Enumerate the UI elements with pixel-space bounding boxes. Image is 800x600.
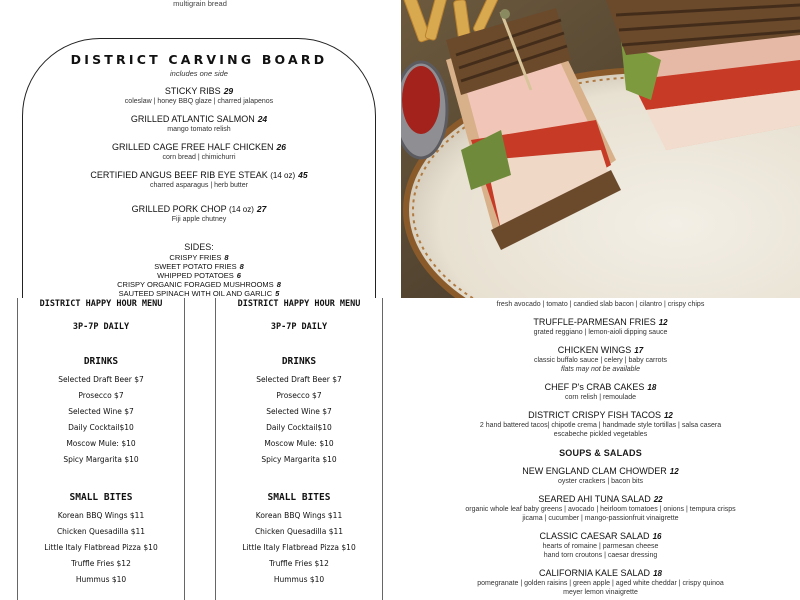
drink-item: Prosecco $7 xyxy=(276,391,322,400)
item-price: 27 xyxy=(256,204,267,214)
item-note: flats may not be available xyxy=(561,366,640,373)
carving-board-subtitle: includes one side xyxy=(170,69,228,78)
small-bites-heading: SMALL BITES xyxy=(69,492,133,503)
carving-board-arch xyxy=(22,38,376,298)
bite-item: Chicken Quesadilla $11 xyxy=(254,527,344,536)
item-name: GRILLED PORK CHOP xyxy=(131,204,227,214)
item-name: CLASSIC CAESAR SALAD xyxy=(539,531,650,541)
item-price: 29 xyxy=(223,86,234,96)
drink-item: Moscow Mule: $10 xyxy=(264,439,334,448)
item-description: escabeche pickled vegetables xyxy=(553,431,648,438)
menu-item xyxy=(401,410,800,439)
item-description: organic whole leaf baby greens | avocado | heirloom tomatoes | onions | tempura crisps xyxy=(465,506,736,513)
side-name: CRISPY FRIES xyxy=(169,253,222,262)
side-item xyxy=(23,262,375,271)
side-item xyxy=(23,289,375,298)
item-description: fresh avocado | tomato | candied slab bacon | cilantro | crispy chips xyxy=(496,301,705,308)
item-name: DISTRICT CRISPY FISH TACOS xyxy=(528,410,661,420)
item-name: TRUFFLE-PARMESAN FRIES xyxy=(533,317,656,327)
side-price: 8 xyxy=(276,280,281,289)
bite-item: Hummus $10 xyxy=(75,575,127,584)
bite-item: Chicken Quesadilla $11 xyxy=(56,527,146,536)
happy-hour-card xyxy=(215,298,383,600)
menu-item xyxy=(23,170,375,190)
club-sandwich-image xyxy=(401,0,800,298)
item-price: 24 xyxy=(257,114,268,124)
side-item xyxy=(23,253,375,262)
side-item xyxy=(23,271,375,280)
item-price: 18 xyxy=(653,569,662,578)
side-name: SAUTEED SPINACH WITH OIL AND GARLIC xyxy=(118,289,273,298)
drink-item: Daily Cocktail$10 xyxy=(266,423,332,432)
item-portion: (14 oz) xyxy=(229,205,254,214)
happy-hour-title: DISTRICT HAPPY HOUR MENU xyxy=(237,299,361,309)
happy-hour-time: 3P-7P DAILY xyxy=(72,322,130,332)
menu-item xyxy=(23,204,375,224)
side-name: WHIPPED POTATOES xyxy=(157,271,234,280)
item-price: 22 xyxy=(653,495,663,504)
side-price: 8 xyxy=(224,253,229,262)
item-price: 16 xyxy=(652,532,662,541)
bite-item: Truffle Fries $12 xyxy=(71,559,131,568)
item-description: hearts of romaine | parmesan cheese xyxy=(542,543,659,550)
item-description: hand torn croutons | caesar dressing xyxy=(543,552,658,559)
menu-item xyxy=(401,466,800,486)
happy-hour-card xyxy=(17,298,185,600)
item-price: 26 xyxy=(276,142,286,152)
item-price: 17 xyxy=(634,346,644,355)
item-name: SEARED AHI TUNA SALAD xyxy=(538,494,651,504)
cut-off-text: multigrain bread xyxy=(173,0,227,8)
drink-item: Spicy Margarita $10 xyxy=(63,455,139,464)
small-bites-heading: SMALL BITES xyxy=(267,492,331,503)
item-price: 18 xyxy=(647,383,657,392)
menu-item xyxy=(401,382,800,402)
drink-item: Selected Wine $7 xyxy=(266,407,332,416)
item-price: 12 xyxy=(663,411,673,420)
drink-item: Selected Draft Beer $7 xyxy=(256,375,342,384)
item-portion: (14 oz) xyxy=(270,171,296,180)
carving-board-menu xyxy=(0,0,400,298)
side-price: 6 xyxy=(236,271,241,280)
bite-item: Truffle Fries $12 xyxy=(269,559,329,568)
side-name: CRISPY ORGANIC FORAGED MUSHROOMS xyxy=(117,280,274,289)
item-name: GRILLED CAGE FREE HALF CHICKEN xyxy=(111,142,274,152)
menu-item xyxy=(401,494,800,523)
bite-item: Korean BBQ Wings $11 xyxy=(57,511,145,520)
item-name: CHEF P's CRAB CAKES xyxy=(544,382,645,392)
item-name: CHICKEN WINGS xyxy=(557,345,632,355)
item-description: pomegranate | golden raisins | green apple | aged white cheddar | crispy quinoa xyxy=(477,580,724,587)
drink-item: Selected Wine $7 xyxy=(68,407,134,416)
menu-item xyxy=(401,568,800,597)
side-item xyxy=(23,280,375,289)
item-description: mango tomato relish xyxy=(167,126,231,133)
main-menu-page xyxy=(401,298,800,600)
item-description: oyster crackers | bacon bits xyxy=(557,478,644,485)
item-name: CERTIFIED ANGUS BEEF RIB EYE STEAK xyxy=(90,170,268,180)
bite-item: Little Italy Flatbread Pizza $10 xyxy=(44,543,158,552)
item-name: CALIFORNIA KALE SALAD xyxy=(539,568,651,578)
drink-item: Spicy Margarita $10 xyxy=(261,455,337,464)
item-description: grated reggiano | lemon-aioli dipping sauce xyxy=(533,329,668,336)
item-price: 45 xyxy=(298,170,308,180)
happy-hour-time: 3P-7P DAILY xyxy=(270,322,328,332)
item-price: 12 xyxy=(669,467,679,476)
side-price: 5 xyxy=(275,289,280,298)
item-description: classic buffalo sauce | celery | baby carrots xyxy=(533,357,668,364)
side-name: SWEET POTATO FRIES xyxy=(154,262,237,271)
happy-hour-title: DISTRICT HAPPY HOUR MENU xyxy=(39,299,163,309)
menu-item xyxy=(23,86,375,106)
item-name: GRILLED ATLANTIC SALMON xyxy=(130,114,255,124)
item-description: 2 hand battered tacos| chipotle crema | handmade style tortillas | salsa casera xyxy=(479,422,722,429)
item-description: coleslaw | honey BBQ glaze | charred jalapenos xyxy=(124,98,274,105)
sandwich-photo xyxy=(401,0,800,298)
item-description: Fiji apple chutney xyxy=(171,216,227,223)
soups-salads-heading: SOUPS & SALADS xyxy=(559,448,642,458)
drink-item: Selected Draft Beer $7 xyxy=(58,375,144,384)
item-name: NEW ENGLAND CLAM CHOWDER xyxy=(522,466,667,476)
drinks-heading: DRINKS xyxy=(83,356,119,367)
bite-item: Hummus $10 xyxy=(273,575,325,584)
drink-item: Prosecco $7 xyxy=(78,391,124,400)
item-price: 12 xyxy=(658,318,668,327)
bite-item: Korean BBQ Wings $11 xyxy=(255,511,343,520)
drinks-heading: DRINKS xyxy=(281,356,317,367)
sides-heading: SIDES: xyxy=(184,242,214,252)
happy-hour-menus xyxy=(0,298,400,600)
item-description: corn bread | chimichurri xyxy=(162,154,236,161)
item-description: jicama | cucumber | mango-passionfruit vinaigrette xyxy=(522,515,679,522)
item-description: charred asparagus | herb butter xyxy=(150,182,248,189)
menu-item xyxy=(23,142,375,162)
menu-item xyxy=(401,531,800,560)
drink-item: Daily Cocktail$10 xyxy=(68,423,134,432)
drink-item: Moscow Mule: $10 xyxy=(66,439,136,448)
bite-item: Little Italy Flatbread Pizza $10 xyxy=(242,543,356,552)
carving-board-title: DISTRICT CARVING BOARD xyxy=(70,52,328,67)
item-name: STICKY RIBS xyxy=(164,86,221,96)
menu-item xyxy=(401,317,800,337)
side-price: 8 xyxy=(239,262,244,271)
menu-item xyxy=(401,345,800,374)
menu-item xyxy=(23,114,375,134)
item-description: meyer lemon vinaigrette xyxy=(563,589,638,596)
item-description: corn relish | remoulade xyxy=(564,394,637,401)
